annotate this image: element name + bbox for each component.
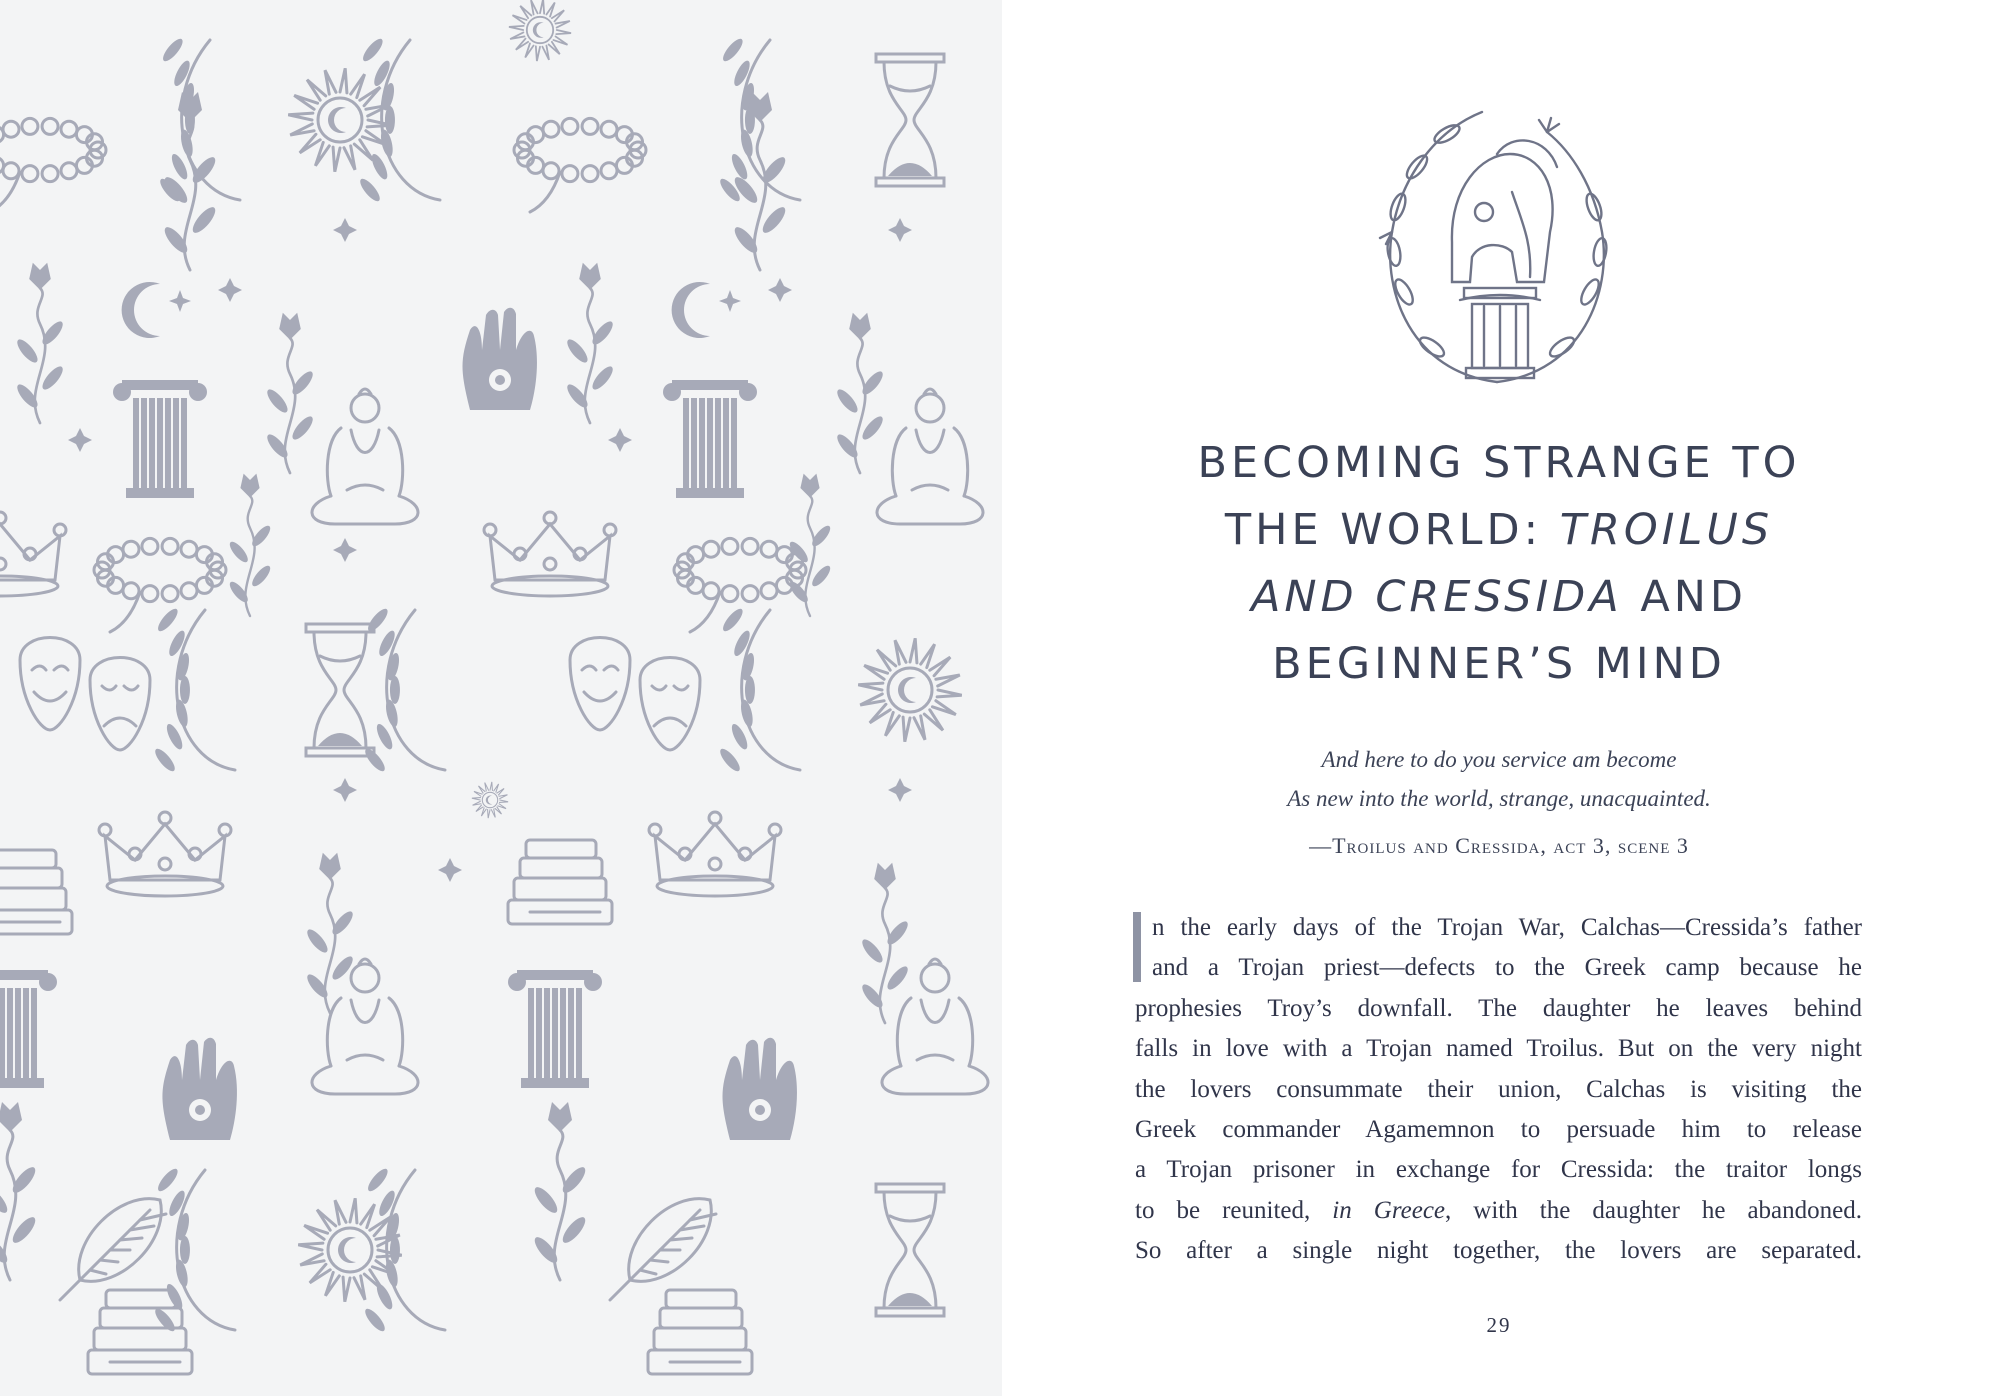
buddha-icon	[312, 959, 418, 1094]
feather-icon	[60, 1199, 166, 1300]
sparkle-icon	[608, 428, 632, 452]
sparkle-icon	[888, 218, 912, 242]
ionic-column-icon	[113, 380, 207, 498]
body-line: Greek commander Agamemnon to persuade him to release	[1135, 1115, 1862, 1143]
epigraph-line: And here to do you service am become	[1321, 747, 1677, 772]
title-line	[1002, 497, 1996, 564]
body-line: a Trojan prisoner in exchange for Cressida: the traitor longs	[1135, 1156, 1862, 1184]
sun-moon-icon	[509, 0, 571, 61]
hourglass-icon	[876, 54, 944, 186]
title-line	[1002, 430, 1996, 497]
feather-icon	[610, 1199, 716, 1300]
title-segment: THE WORLD:	[1224, 505, 1560, 555]
epigraph	[1002, 740, 1996, 818]
body-line: n the early days of the Trojan War, Calchas—Cressida’s father	[1152, 914, 1862, 941]
sparkle-icon	[68, 428, 92, 452]
ionic-column-icon	[0, 970, 57, 1088]
drop-cap-bar	[1133, 912, 1141, 982]
body-line: So after a single night together, the lovers are separated.	[1135, 1237, 1862, 1265]
flower-vine-icon	[304, 853, 356, 1013]
ionic-column-icon	[663, 380, 757, 498]
page-number: 29	[1486, 1313, 1512, 1337]
flower-vine-icon	[531, 1102, 589, 1280]
flower-vine-icon	[834, 313, 886, 473]
beads-icon	[514, 118, 646, 212]
epigraph-attribution: —Troilus and Cressida, act 3, scene 3	[1309, 833, 1689, 858]
flower-vine-icon	[731, 92, 789, 270]
sun-moon-icon	[858, 638, 961, 741]
book-stack-icon	[88, 1290, 192, 1374]
flower-vine-icon	[787, 474, 833, 616]
beads-icon	[94, 538, 226, 632]
title-segment: BECOMING STRANGE TO	[1197, 438, 1801, 488]
crescent-moon-icon	[122, 282, 191, 338]
sparkle-icon	[333, 778, 357, 802]
sparkle-icon	[333, 218, 357, 242]
laurel-wreath-icon	[362, 1166, 445, 1334]
flower-vine-icon	[227, 474, 273, 616]
title-italic-segment: AND CRESSIDA	[1250, 572, 1623, 622]
sparkle-icon	[218, 278, 242, 302]
body-line: to be reunited, in Greece, with the daughter he abandoned.	[1135, 1196, 1862, 1224]
laurel-wreath-icon	[717, 606, 800, 774]
crown-icon	[99, 812, 231, 896]
sparkle-icon	[333, 538, 357, 562]
crown-icon	[0, 512, 66, 596]
crown-icon	[649, 812, 781, 896]
title-italic-segment: TROILUS	[1559, 505, 1774, 555]
hourglass-icon	[306, 624, 374, 756]
text-page	[1002, 0, 1996, 1396]
flower-vine-icon	[859, 863, 911, 1023]
theater-masks-icon	[570, 638, 700, 751]
title-segment: BEGINNER’S MIND	[1272, 639, 1726, 689]
flower-vine-icon	[264, 313, 316, 473]
body-line: the lovers consummate their union, Calchas is visiting the	[1135, 1075, 1862, 1103]
book-stack-icon	[648, 1290, 752, 1374]
chapter-title	[1002, 430, 1996, 698]
epigraph-line: As new into the world, strange, unacquainted.	[1287, 786, 1711, 811]
beads-icon	[0, 118, 106, 212]
book-stack-icon	[508, 840, 612, 924]
flower-vine-icon	[14, 263, 66, 423]
hamsa-hand-icon	[163, 1038, 237, 1140]
buddha-icon	[312, 389, 418, 524]
title-line	[1002, 631, 1996, 698]
book-stack-icon	[0, 850, 72, 934]
hamsa-hand-icon	[723, 1038, 797, 1140]
body-line: falls in love with a Trojan named Troilus. But on the very night	[1135, 1035, 1862, 1063]
sparkle-icon	[888, 778, 912, 802]
sun-moon-icon	[472, 782, 508, 818]
body-line: and a Trojan priest—defects to the Greek camp because he	[1152, 954, 1862, 982]
title-segment: AND	[1622, 572, 1748, 622]
flower-vine-icon	[0, 1102, 39, 1280]
title-line	[1002, 564, 1996, 631]
laurel-wreath-icon	[152, 606, 235, 774]
sparkle-icon	[438, 858, 462, 882]
hamsa-hand-icon	[463, 308, 537, 410]
sparkle-icon	[768, 278, 792, 302]
body-paragraph	[1135, 908, 1862, 1272]
hourglass-icon	[876, 1184, 944, 1316]
italic-phrase: in Greece	[1332, 1196, 1446, 1224]
crescent-moon-icon	[672, 282, 741, 338]
flower-vine-icon	[564, 263, 616, 423]
buddha-icon	[877, 389, 983, 524]
body-line: prophesies Troy’s downfall. The daughter he leaves behind	[1135, 994, 1862, 1022]
crown-icon	[484, 512, 616, 596]
ionic-column-icon	[508, 970, 602, 1088]
helmet-column-wreath-icon	[1372, 92, 1622, 392]
theater-masks-icon	[20, 638, 150, 751]
flower-vine-icon	[161, 92, 219, 270]
